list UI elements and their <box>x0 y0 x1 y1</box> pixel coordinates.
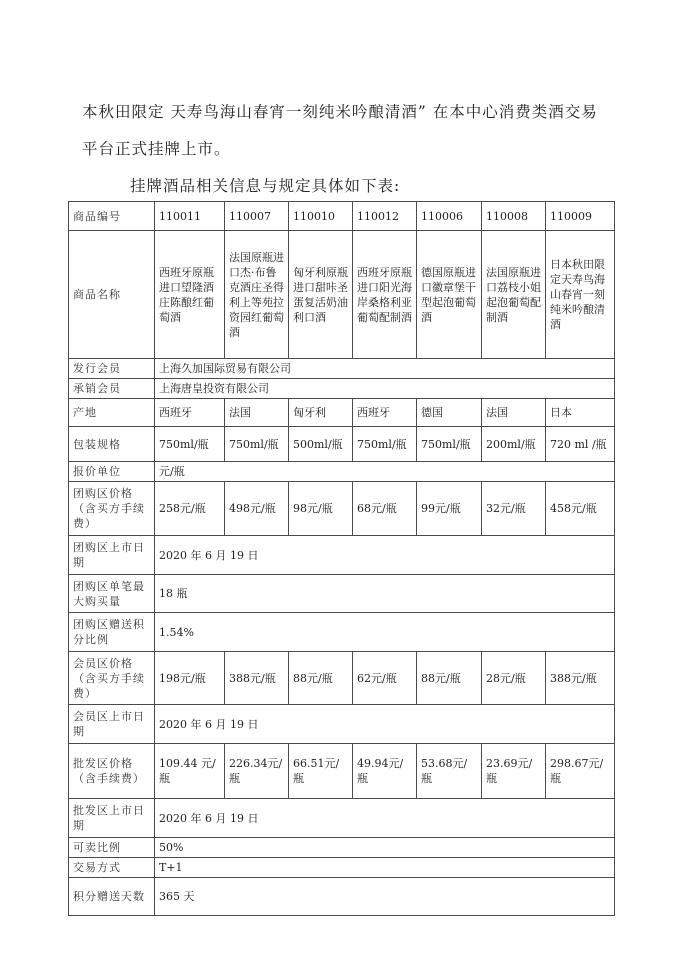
code-cell: 110012 <box>353 202 417 231</box>
label-wholesale-date: 批发区上市日期 <box>69 799 155 838</box>
underwriter-value: 上海唐皇投资有限公司 <box>155 379 615 399</box>
origin-cell: 西班牙 <box>155 399 225 427</box>
group-price-cell: 258元/瓶 <box>155 482 225 536</box>
label-group-max: 团购区单笔最大购买量 <box>69 575 155 613</box>
name-cell: 德国原瓶进口徽章堡干型起泡葡萄酒 <box>417 231 482 359</box>
package-cell: 750ml/瓶 <box>353 427 417 462</box>
listing-table <box>68 201 615 916</box>
row-sell-ratio <box>69 838 615 858</box>
name-cell: 日本秋田限定天寿鸟海山春宵一刻纯米吟酿清酒 <box>546 231 615 359</box>
sell-ratio-value: 50% <box>155 838 615 858</box>
group-price-cell: 498元/瓶 <box>225 482 289 536</box>
label-unit: 报价单位 <box>69 462 155 482</box>
package-cell: 750ml/瓶 <box>417 427 482 462</box>
origin-cell: 法国 <box>225 399 289 427</box>
label-sell-ratio: 可卖比例 <box>69 838 155 858</box>
row-name <box>69 231 615 359</box>
label-group-points: 团购区赠送积分比例 <box>69 613 155 652</box>
trade-mode-value: T+1 <box>155 858 615 878</box>
wholesale-price-cell: 23.69元/瓶 <box>482 744 546 799</box>
origin-cell: 德国 <box>417 399 482 427</box>
origin-cell: 西班牙 <box>353 399 417 427</box>
label-wholesale-price: 批发区价格（含手续费） <box>69 744 155 799</box>
name-cell: 法国原瓶进口杰·布鲁克酒庄圣得利上等苑拉资园红葡萄酒 <box>225 231 289 359</box>
intro-line-2: 平台正式挂牌上市。 <box>82 140 231 158</box>
row-trade-mode <box>69 858 615 878</box>
member-price-cell: 198元/瓶 <box>155 652 225 705</box>
row-group-points <box>69 613 615 652</box>
name-cell: 法国原瓶进口荔枝小姐起泡葡萄配制酒 <box>482 231 546 359</box>
member-price-cell: 388元/瓶 <box>546 652 615 705</box>
package-cell: 200ml/瓶 <box>482 427 546 462</box>
group-price-cell: 98元/瓶 <box>289 482 353 536</box>
origin-cell: 法国 <box>482 399 546 427</box>
package-cell: 720 ml /瓶 <box>546 427 615 462</box>
origin-cell: 日本 <box>546 399 615 427</box>
row-group-max <box>69 575 615 613</box>
label-member-date: 会员区上市日期 <box>69 705 155 744</box>
row-group-date <box>69 536 615 575</box>
code-cell: 110010 <box>289 202 353 231</box>
member-price-cell: 88元/瓶 <box>417 652 482 705</box>
member-price-cell: 88元/瓶 <box>289 652 353 705</box>
package-cell: 500ml/瓶 <box>289 427 353 462</box>
group-price-cell: 99元/瓶 <box>417 482 482 536</box>
label-issuer: 发行会员 <box>69 359 155 379</box>
wholesale-price-cell: 226.34元/瓶 <box>225 744 289 799</box>
code-cell: 110011 <box>155 202 225 231</box>
group-price-cell: 68元/瓶 <box>353 482 417 536</box>
points-days-value: 365 天 <box>155 878 615 916</box>
label-code: 商品编号 <box>69 202 155 231</box>
member-price-cell: 388元/瓶 <box>225 652 289 705</box>
label-package: 包装规格 <box>69 427 155 462</box>
row-unit <box>69 462 615 482</box>
member-date-value: 2020 年 6 月 19 日 <box>155 705 615 744</box>
label-trade-mode: 交易方式 <box>69 858 155 878</box>
code-cell: 110009 <box>546 202 615 231</box>
row-wholesale-price <box>69 744 615 799</box>
label-member-price: 会员区价格（含买方手续费） <box>69 652 155 705</box>
label-underwriter: 承销会员 <box>69 379 155 399</box>
name-cell: 西班牙原瓶进口阳光海岸桑格利亚葡萄配制酒 <box>353 231 417 359</box>
row-member-date <box>69 705 615 744</box>
name-cell: 西班牙原瓶进口望隆酒庄陈酿红葡萄酒 <box>155 231 225 359</box>
code-cell: 110008 <box>482 202 546 231</box>
label-group-date: 团购区上市日期 <box>69 536 155 575</box>
unit-value: 元/瓶 <box>155 462 615 482</box>
wholesale-date-value: 2020 年 6 月 19 日 <box>155 799 615 838</box>
intro-line-1: 本秋田限定 天寿鸟海山春宵一刻纯米吟酿清酒” 在本中心消费类酒交易 <box>82 103 598 121</box>
wholesale-price-cell: 109.44 元/瓶 <box>155 744 225 799</box>
issuer-value: 上海久加国际贸易有限公司 <box>155 359 615 379</box>
row-underwriter <box>69 379 615 399</box>
row-package <box>69 427 615 462</box>
package-cell: 750ml/瓶 <box>225 427 289 462</box>
row-code <box>69 202 615 231</box>
label-group-price: 团购区价格（含买方手续费） <box>69 482 155 536</box>
label-origin: 产地 <box>69 399 155 427</box>
group-price-cell: 32元/瓶 <box>482 482 546 536</box>
wholesale-price-cell: 66.51元/瓶 <box>289 744 353 799</box>
table-caption: 挂牌酒品相关信息与规定具体如下表: <box>130 177 401 195</box>
row-member-price <box>69 652 615 705</box>
row-points-days <box>69 878 615 916</box>
member-price-cell: 28元/瓶 <box>482 652 546 705</box>
name-cell: 匈牙利原瓶进口甜咔圣蛋复活奶油利口酒 <box>289 231 353 359</box>
row-origin <box>69 399 615 427</box>
origin-cell: 匈牙利 <box>289 399 353 427</box>
row-wholesale-date <box>69 799 615 838</box>
member-price-cell: 62元/瓶 <box>353 652 417 705</box>
group-points-value: 1.54% <box>155 613 615 652</box>
label-points-days: 积分赠送天数 <box>69 878 155 916</box>
row-group-price <box>69 482 615 536</box>
wholesale-price-cell: 53.68元/瓶 <box>417 744 482 799</box>
code-cell: 110006 <box>417 202 482 231</box>
row-issuer <box>69 359 615 379</box>
group-price-cell: 458元/瓶 <box>546 482 615 536</box>
package-cell: 750ml/瓶 <box>155 427 225 462</box>
group-date-value: 2020 年 6 月 19 日 <box>155 536 615 575</box>
label-name: 商品名称 <box>69 231 155 359</box>
code-cell: 110007 <box>225 202 289 231</box>
group-max-value: 18 瓶 <box>155 575 615 613</box>
wholesale-price-cell: 298.67元/瓶 <box>546 744 615 799</box>
wholesale-price-cell: 49.94元/瓶 <box>353 744 417 799</box>
